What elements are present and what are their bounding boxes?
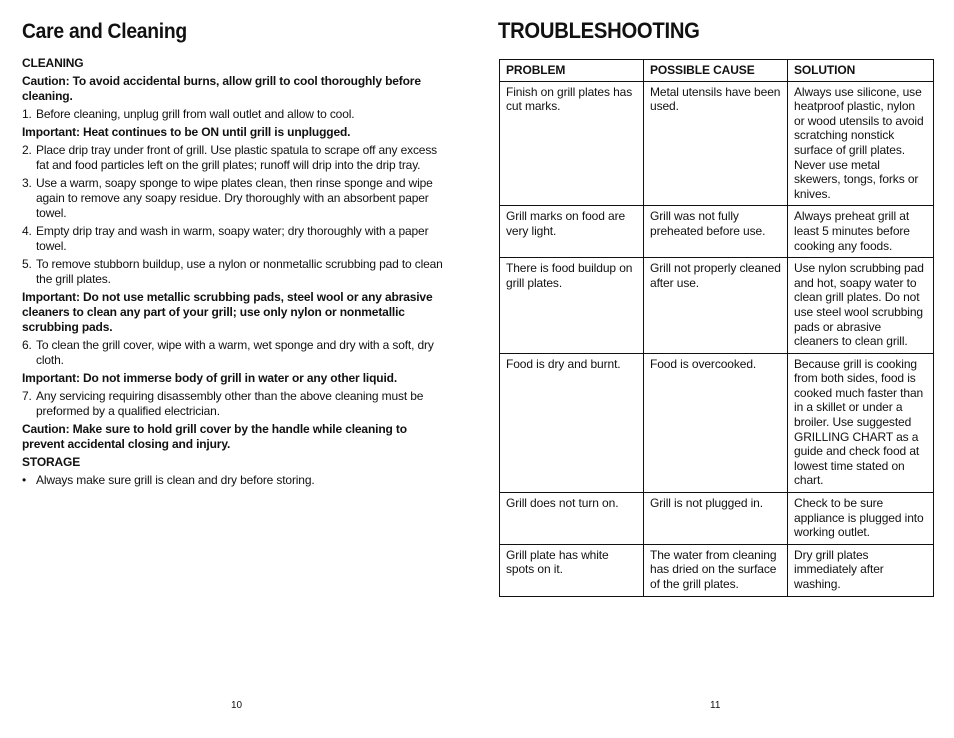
caution-hold-cover: Caution: Make sure to hold grill cover by the handle while cleaning to prevent accidental closing and injury. bbox=[22, 422, 407, 451]
bullet-icon: • bbox=[22, 473, 27, 487]
table-row bbox=[500, 544, 934, 596]
cell-solution: Because grill is cooking from both sides, food is cooked much faster than in a skillet or under a broiler. Use suggested GRILLING CHART as a guide and check food at lowest time stated on chart. bbox=[788, 353, 934, 492]
table-row bbox=[500, 493, 934, 545]
troubleshooting-title: TROUBLESHOOTING bbox=[498, 18, 700, 43]
cell-cause: Grill not properly cleaned after use. bbox=[644, 258, 788, 354]
care-cleaning-content bbox=[22, 56, 446, 491]
important-no-immerse: Important: Do not immerse body of grill in water or any other liquid. bbox=[22, 371, 398, 385]
step-6-number: 6. bbox=[22, 338, 32, 352]
cell-solution: Always use silicone, use heatproof plastic, nylon or wood utensils to avoid scratching nonstick surface of grill plates. Never use metal skewers, tongs, forks or knives. bbox=[788, 81, 934, 206]
cell-problem: Finish on grill plates has cut marks. bbox=[500, 81, 644, 206]
important-no-metal-pads: Important: Do not use metallic scrubbing pads, steel wool or any abrasive cleaners to clean any part of your grill; use only nylon or nonmetallic scrubbing pads. bbox=[22, 290, 433, 334]
page-number-right: 11 bbox=[710, 700, 721, 711]
cleaning-heading: CLEANING bbox=[22, 56, 84, 70]
step-7-text: Any servicing requiring disassembly other than the above cleaning must be preformed by a qualified electrician. bbox=[36, 389, 424, 418]
storage-item-text: Always make sure grill is clean and dry before storing. bbox=[36, 473, 315, 487]
cell-problem: Grill plate has white spots on it. bbox=[500, 544, 644, 596]
cell-cause: Metal utensils have been used. bbox=[644, 81, 788, 206]
cell-solution: Always preheat grill at least 5 minutes before cooking any foods. bbox=[788, 206, 934, 258]
cell-cause: Grill was not fully preheated before use. bbox=[644, 206, 788, 258]
step-3-number: 3. bbox=[22, 176, 32, 190]
troubleshooting-table bbox=[499, 59, 934, 597]
important-heat-on: Important: Heat continues to be ON until grill is unplugged. bbox=[22, 125, 351, 139]
step-6-text: To clean the grill cover, wipe with a warm, wet sponge and dry with a soft, dry cloth. bbox=[36, 338, 434, 367]
table-row bbox=[500, 258, 934, 354]
cell-solution: Check to be sure appliance is plugged into working outlet. bbox=[788, 493, 934, 545]
storage-heading: STORAGE bbox=[22, 455, 81, 469]
cell-cause: The water from cleaning has dried on the surface of the grill plates. bbox=[644, 544, 788, 596]
right-page bbox=[477, 0, 954, 738]
step-1-text: Before cleaning, unplug grill from wall outlet and allow to cool. bbox=[36, 107, 355, 121]
care-cleaning-title: Care and Cleaning bbox=[22, 20, 187, 43]
header-solution: SOLUTION bbox=[788, 60, 934, 82]
cell-cause: Food is overcooked. bbox=[644, 353, 788, 492]
header-problem: PROBLEM bbox=[500, 60, 644, 82]
table-row bbox=[500, 206, 934, 258]
step-5-number: 5. bbox=[22, 257, 32, 271]
page-number-left: 10 bbox=[231, 700, 243, 711]
step-5-text: To remove stubborn buildup, use a nylon or nonmetallic scrubbing pad to clean the grill plates. bbox=[36, 257, 443, 286]
storage-item bbox=[22, 473, 446, 488]
step-1-number: 1. bbox=[22, 107, 32, 121]
step-4 bbox=[22, 224, 446, 254]
step-4-text: Empty drip tray and wash in warm, soapy water; dry thoroughly with a paper towel. bbox=[36, 224, 429, 253]
header-possible-cause: POSSIBLE CAUSE bbox=[644, 60, 788, 82]
cell-problem: Food is dry and burnt. bbox=[500, 353, 644, 492]
table-header-row bbox=[500, 60, 934, 82]
table-row bbox=[500, 81, 934, 206]
caution-burns: Caution: To avoid accidental burns, allow grill to cool thoroughly before cleaning. bbox=[22, 74, 421, 103]
step-4-number: 4. bbox=[22, 224, 32, 238]
step-3 bbox=[22, 176, 446, 221]
table-row bbox=[500, 353, 934, 492]
step-2 bbox=[22, 143, 446, 173]
step-6 bbox=[22, 338, 446, 368]
cell-cause: Grill is not plugged in. bbox=[644, 493, 788, 545]
cell-solution: Dry grill plates immediately after washing. bbox=[788, 544, 934, 596]
step-3-text: Use a warm, soapy sponge to wipe plates clean, then rinse sponge and wipe again to remove any soapy residue. Dry thoroughly with an absorbent paper towel. bbox=[36, 176, 433, 220]
cell-problem: Grill marks on food are very light. bbox=[500, 206, 644, 258]
step-1 bbox=[22, 107, 446, 122]
step-2-number: 2. bbox=[22, 143, 32, 157]
step-5 bbox=[22, 257, 446, 287]
cell-problem: Grill does not turn on. bbox=[500, 493, 644, 545]
cell-problem: There is food buildup on grill plates. bbox=[500, 258, 644, 354]
cell-solution: Use nylon scrubbing pad and hot, soapy water to clean grill plates. Do not use steel wool scrubbing pads or abrasive cleaners to clean grill. bbox=[788, 258, 934, 354]
step-2-text: Place drip tray under front of grill. Use plastic spatula to scrape off any excess fat and food particles left on the grill plates; runoff will drip into the drip tray. bbox=[36, 143, 438, 172]
step-7 bbox=[22, 389, 446, 419]
step-7-number: 7. bbox=[22, 389, 32, 403]
